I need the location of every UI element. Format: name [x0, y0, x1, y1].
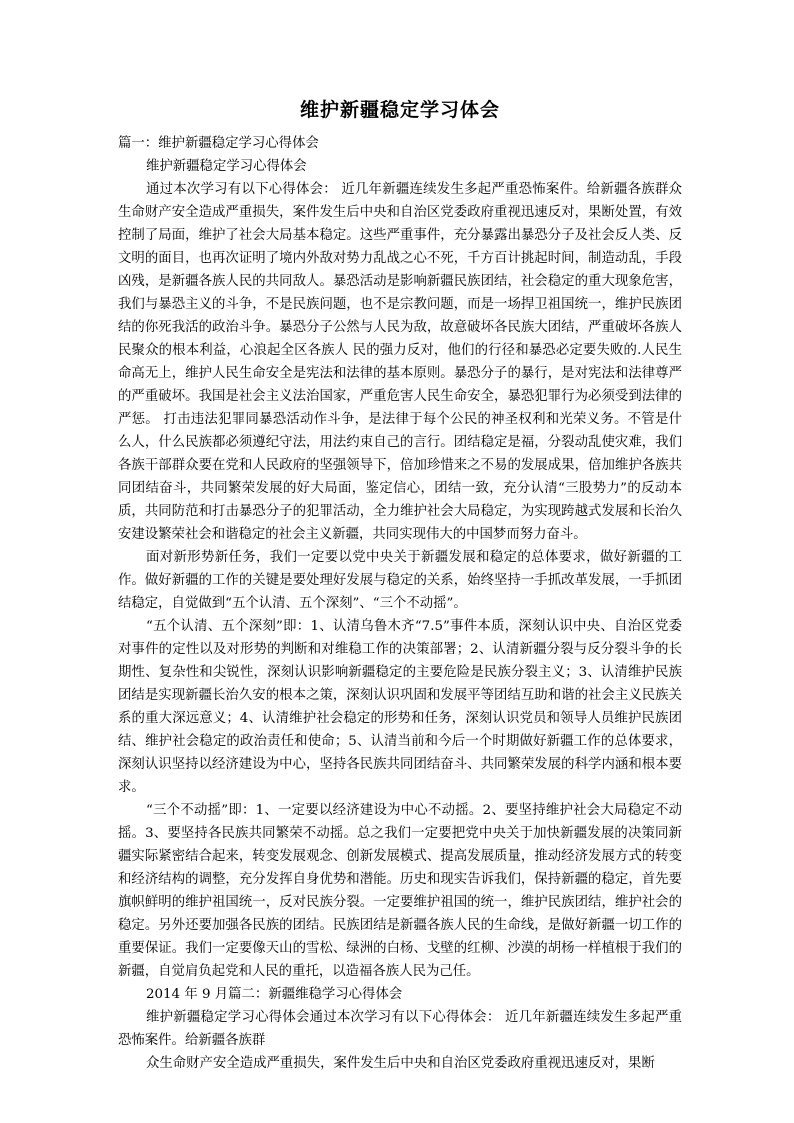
body-paragraph: “五个认清、五个深刻”即：1、认清乌鲁木齐“7.5”事件本质，深刻认识中央、自治区党委对事件的定性以及对形势的判断和对维稳工作的决策部署；2、认清新疆分裂与反分裂斗争的长期性、复杂性和尖锐性，深刻认识影响新疆稳定的主要危险是民族分裂主义；3、认清维护民族团结是实现新疆长治久安的根本之策，深刻认识巩固和发展平等团结互助和谐的社会主义民族关系的重大深远意义；4、认清维护社会稳定的形势和任务，深刻认识党员和领导人员维护民族团结、维护社会稳定的政治责任和使命；5、认清当前和今后一个时期做好新疆工作的总体要求，深刻认识坚持以经济建设为中心，坚持各民族共同团结奋斗、共同繁荣发展的科学内涵和根本要求。: [118, 619, 682, 795]
body-paragraph: “三个不动摇”即：1、一定要以经济建设为中心不动摇。2、要坚持维护社会大局稳定不动摇。3、要坚持各民族共同繁荣不动摇。总之我们一定要把党中央关于加快新疆发展的决策同新疆实际紧密结合起来，转变发展观念、创新发展模式、提高发展质量，推动经济发展方式的转变和经济结构的调整，充分发挥自身优势和潜能。历史和现实告诉我们，保持新疆的稳定，首先要旗帜鲜明的维护祖国统一，反对民族分裂。一定要维护祖国的统一，维护民族团结，维护社会的稳定。另外还要加强各民族的团结。民族团结是新疆各族人民的生命线，是做好新疆一切工作的重要保证。我们一定要像天山的雪松、绿洲的白杨、戈壁的红柳、沙漠的胡杨一样植根于我们的新疆，自觉肩负起党和人民的重托，以造福各族人民为己任。: [118, 803, 682, 979]
subtitle-1: 维护新疆稳定学习心得体会: [146, 159, 307, 174]
body-paragraph: 维护新疆稳定学习心得体会通过本次学习有以下心得体会： 近几年新疆连续发生多起严重恐怖案件。给新疆各族群: [118, 1010, 682, 1048]
document-page: [118, 96, 682, 1075]
body-paragraph: 众生命财产安全造成严重损失，案件发生后中央和自治区党委政府重视迅速反对，果断: [146, 1056, 655, 1071]
body-paragraph: 面对新形势新任务，我们一定要以党中央关于新疆发展和稳定的总体要求，做好新疆的工作。做好新疆的工作的关键是要处理好发展与稳定的关系，始终坚持一手抓改革发展，一手抓团结稳定，自觉做到“五个认清、五个深刻”、“三个不动摇”。: [118, 550, 682, 611]
document-title: 维护新疆稳定学习体会: [299, 99, 500, 121]
section-heading-1: 篇一：维护新疆稳定学习心得体会: [118, 136, 319, 151]
body-paragraph: 通过本次学习有以下心得体会： 近几年新疆连续发生多起严重恐怖案件。给新疆各族群众生命财产安全造成严重损失，案件发生后中央和自治区党委政府重视迅速反对，果断处置，有效控制了局面，维护了社会大局基本稳定。这些严重事件，充分暴露出暴恐分子及社会反人类、反文明的面目，也再次证明了境内外敌对势力乱战之心不死，千方百计挑起时间，制造动乱，手段凶残，是新疆各族人民的共同敌人。暴恐活动是影响新疆民族团结，社会稳定的重大现象危害，我们与暴恐主义的斗争，不是民族问题，也不是宗教问题，而是一场捍卫祖国统一，维护民族团结的你死我活的政治斗争。暴恐分子公然与人民为敌，故意破坏各民族大团结，严重破坏各族人民聚众的根本利益，心浪起全区各族人 民的强力反对，他们的行径和暴恐必定要失败的.人民生命高无上，维护人民生命安全是宪法和法律的基本原则。暴恐分子的暴行，是对宪法和法律尊严的严重破坏。我国是社会主义法治国家，严重危害人民生命安全，暴恐犯罪行为必须受到法律的严惩。 打击违法犯罪同暴恐活动作斗争，是法律于每个公民的神圣权利和光荣义务。不管是什么人，什么民族都必须遵纪守法，用法约束自己的言行。团结稳定是福，分裂动乱使灾难，我们各族干部群众要在党和人民政府的坚强领导下，倍加珍惜来之不易的发展成果，倍加维护各族共同团结奋斗，共同繁荣发展的好大局面，鉴定信心，团结一致，充分认清“三股势力”的反动本质，共同防范和打击暴恐分子的犯罪活动，全力维护社会大局稳定，为实现跨越式发展和长治久安建设繁荣社会和谐稳定的社会主义新疆，共同实现伟大的中国梦而努力奋斗。: [118, 182, 682, 542]
section-heading-2: 2014 年 9 月篇二：新疆维稳学习心得体会: [146, 987, 403, 1002]
